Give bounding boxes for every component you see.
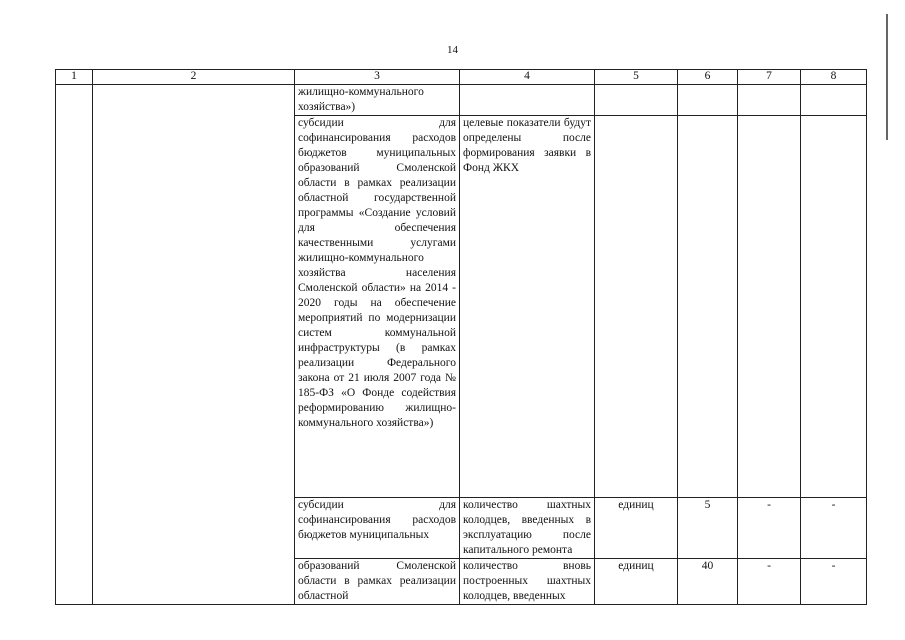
measure-description: субсидии для софинансирования расходов бюджетов муниципальных образований Смоленской области в рамках реализации областной государственной программы «Создание условий для обеспечения качественными услугами жилищно-коммунального хозяйства населения Смоленской области» на 2014 - 2020 годы на обеспечение мероприятий по модернизации систем коммунальной инфраструктуры (в рамках реализации Федерального закона от 21 июля 2007 года № 185-ФЗ «О Фонде содействия реформированию жилищно-коммунального хозяйства») (295, 116, 460, 498)
value-cell-col7 (738, 85, 801, 116)
column-header-6: 6 (678, 70, 738, 85)
indicator-description (460, 85, 595, 116)
empty-cell-col1 (56, 85, 93, 605)
column-header-7: 7 (738, 70, 801, 85)
value-cell-col7 (738, 116, 801, 498)
column-number-row (56, 70, 867, 85)
measure-description: субсидии для софинансирования расходов бюджетов муниципальных (295, 498, 460, 559)
measure-description: жилищно-коммунального хозяйства») (295, 85, 460, 116)
value-cell-col8: - (801, 498, 867, 559)
unit-cell: единиц (595, 559, 678, 605)
indicator-description: количество шахтных колодцев, введенных в эксплуатацию после капитального ремонта (460, 498, 595, 559)
indicators-table (55, 69, 867, 605)
value-cell-col8: - (801, 559, 867, 605)
unit-cell (595, 116, 678, 498)
indicator-description: целевые показатели будут определены после формирования заявки в Фонд ЖКХ (460, 116, 595, 498)
value-cell-col7: - (738, 498, 801, 559)
unit-cell: единиц (595, 498, 678, 559)
page-number: 14 (447, 44, 458, 56)
value-cell-col7: - (738, 559, 801, 605)
value-cell-col8 (801, 116, 867, 498)
measure-description: образований Смоленской области в рамках реализации областной (295, 559, 460, 605)
indicator-description: количество вновь построенных шахтных колодцев, введенных (460, 559, 595, 605)
value-cell (678, 116, 738, 498)
table-row (56, 85, 867, 116)
value-cell-col8 (801, 85, 867, 116)
empty-cell-col2 (93, 85, 295, 605)
column-header-1: 1 (56, 70, 93, 85)
scan-edge-line (886, 14, 888, 140)
value-cell (678, 85, 738, 116)
unit-cell (595, 85, 678, 116)
column-header-3: 3 (295, 70, 460, 85)
value-cell: 40 (678, 559, 738, 605)
column-header-5: 5 (595, 70, 678, 85)
column-header-8: 8 (801, 70, 867, 85)
value-cell: 5 (678, 498, 738, 559)
column-header-4: 4 (460, 70, 595, 85)
column-header-2: 2 (93, 70, 295, 85)
